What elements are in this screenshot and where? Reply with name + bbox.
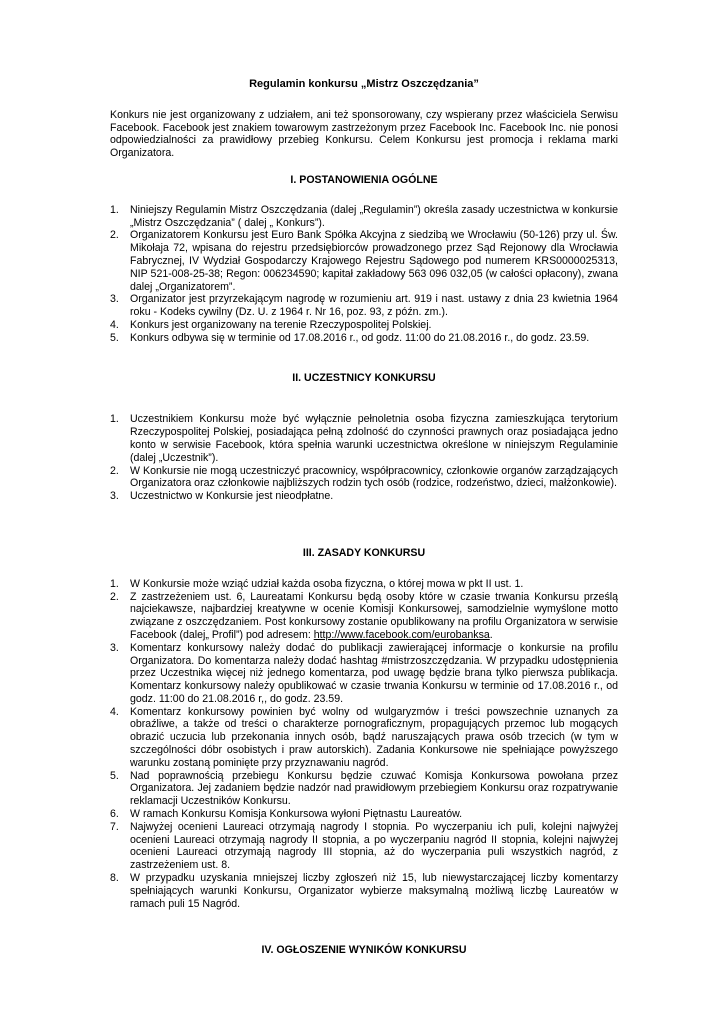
list-item: 2. Z zastrzeżeniem ust. 6, Laureatami Konkursu będą osoby które w czasie trwania Konkursu prześlą najciekawsze, najbardziej kreatywne w ocenie Komisji Konkursowej, samodzielnie wymyślone motto związane z oszczędzaniem. Post konkursowy zostanie opublikowany na profilu Organizatora w serwisie Facebook (dalej„ Profil”) pod adresem: http://www.facebook.com/eurobanksa. (110, 590, 618, 641)
section-heading-results-announcement: IV. OGŁOSZENIE WYNIKÓW KONKURSU (261, 944, 467, 957)
list-item: 1. Niniejszy Regulamin Mistrz Oszczędzania (dalej „Regulamin”) określa zasady uczestnictwa w konkursie „Mistrz Oszczędzania” ( dalej „ Konkurs”). (110, 203, 618, 229)
list-item: 7. Najwyżej ocenieni Laureaci otrzymają nagrody I stopnia. Po wyczerpaniu ich puli, kolejni najwyżej ocenieni Laureaci otrzymają nagrody II stopnia, a po wyczerpaniu nagród II stopnia, kolejni najwyżej ocenieni Laureaci otrzymają nagrody III stopnia, aż do wyczerpania puli wszystkich nagród, z zastrzeżeniem ust. 8. (110, 820, 618, 872)
facebook-profile-link[interactable]: http://www.facebook.com/eurobanksa (313, 628, 490, 641)
list-item: 4. Konkurs jest organizowany na terenie Rzeczypospolitej Polskiej. (110, 318, 432, 331)
list-item: 1. W Konkursie może wziąć udział każda osoba fizyczna, o której mowa w pkt II ust. 1. (110, 577, 524, 590)
section-heading-general-provisions: I. POSTANOWIENIA OGÓLNE (290, 173, 438, 186)
list-item: 3. Komentarz konkursowy należy dodać do publikacji zawierającej informacje o konkursie na profilu Organizatora. Do komentarza należy dodać hashtag #mistrzoszczędzania. W przypadku udostępnienia przez Uczestnika więcej niż jednego komentarza, pod uwagę będzie brana tylko pierwsza publikacja. Komentarz konkursowy należy opublikować w czasie trwania Konkursu w terminie od 17.08.2016 r., od godz. 11:00 do 21.08.2016 r,, do godz. 23.59. (110, 641, 618, 705)
list-item: 3. Organizator jest przyrzekającym nagrodę w rozumieniu art. 919 i nast. ustawy z dnia 23 kwietnia 1964 roku - Kodeks cywilny (Dz. U. z 1964 r. Nr 16, poz. 93, z późn. zm.). (110, 293, 618, 319)
document-title: Regulamin konkursu „Mistrz Oszczędzania” (249, 78, 479, 90)
list-item: 6. W ramach Konkursu Komisja Konkursowa wyłoni Piętnastu Laureatów. (110, 808, 463, 821)
section-list-contest-rules (110, 578, 618, 911)
list-item: 5. Konkurs odbywa się w terminie od 17.08.2016 r., od godz. 11:00 do 21.08.2016 r., do godz. 23.59. (110, 331, 590, 344)
list-item: 8. W przypadku uzyskania mniejszej liczby zgłoszeń niż 15, lub niewystarczającej liczby komentarzy spełniających warunki Konkursu, Organizator wybierze maksymalną możliwą liczbę Laureatów w ramach puli 15 Nagród. (110, 872, 618, 910)
list-item: 5. Nad poprawnością przebiegu Konkursu będzie czuwać Komisja Konkursowa powołana przez Organizatora. Jej zadaniem będzie nadzór nad prawidłowym przebiegiem Konkursu oraz rozpatrywanie reklamacji Uczestników Konkursu. (110, 769, 618, 808)
section-list-participants (110, 413, 618, 503)
list-item: 2. Organizatorem Konkursu jest Euro Bank Spółka Akcyjna z siedzibą we Wrocławiu (50-126) przy ul. Św. Mikołaja 72, wpisana do rejestru przedsiębiorców prowadzonego przez Sąd Rejonowy dla Wrocławia Fabrycznej, IV Wydział Gospodarczy Krajowego Rejestru Sądowego pod numerem KRS0000025313, NIP 521-008-25-38; Regon: 006234590; kapitał zakładowy 563 096 032,05 (w całości opłacony), zwana dalej „Organizatorem”. (110, 229, 618, 293)
intro-paragraph: Konkurs nie jest organizowany z udziałem, ani też sponsorowany, czy wspierany przez właściciela Serwisu Facebook. Facebook jest znakiem towarowym zastrzeżonym przez Facebook Inc. Facebook Inc. nie ponosi odpowiedzialności za prawidłowy przebieg Konkursu. Celem Konkursu jest promocja i reklama marki Organizatora. (110, 108, 618, 160)
list-item: 1. Uczestnikiem Konkursu może być wyłącznie pełnoletnia osoba fizyczna zamieszkująca terytorium Rzeczypospolitej Polskiej, posiadająca pełną zdolność do czynności prawnych oraz posiadająca jedno konto w serwisie Facebook, która spełnia warunki uczestnictwa określone w niniejszym Regulaminie (dalej „Uczestnik”). (110, 413, 618, 464)
list-item: 2. W Konkursie nie mogą uczestniczyć pracownicy, współpracownicy, członkowie organów zarządzających Organizatora oraz członkowie najbliższych rodzin tych osób (rodzice, rodzeństwo, dzieci, małżonkowie). (110, 464, 618, 490)
list-item: 3. Uczestnictwo w Konkursie jest nieodpłatne. (110, 490, 334, 503)
list-item: 4. Komentarz konkursowy powinien być wolny od wulgaryzmów i treści powszechnie uznanych za obraźliwe, a także od treści o charakterze pornograficznym, propagujących przemoc lub mogących obrazić uczucia lub przekonania innych osób, bądź naruszających prawa osób trzecich (w tym w szczególności dóbr osobistych i praw autorskich). Zadania Konkursowe nie spełniające powyższego warunku zostaną pominięte przy przyznawaniu nagród. (110, 705, 618, 769)
section-list-general-provisions (110, 204, 618, 345)
document-page (110, 78, 618, 957)
section-heading-participants: II. UCZESTNICY KONKURSU (292, 371, 436, 384)
section-heading-contest-rules: III. ZASADY KONKURSU (302, 546, 426, 559)
